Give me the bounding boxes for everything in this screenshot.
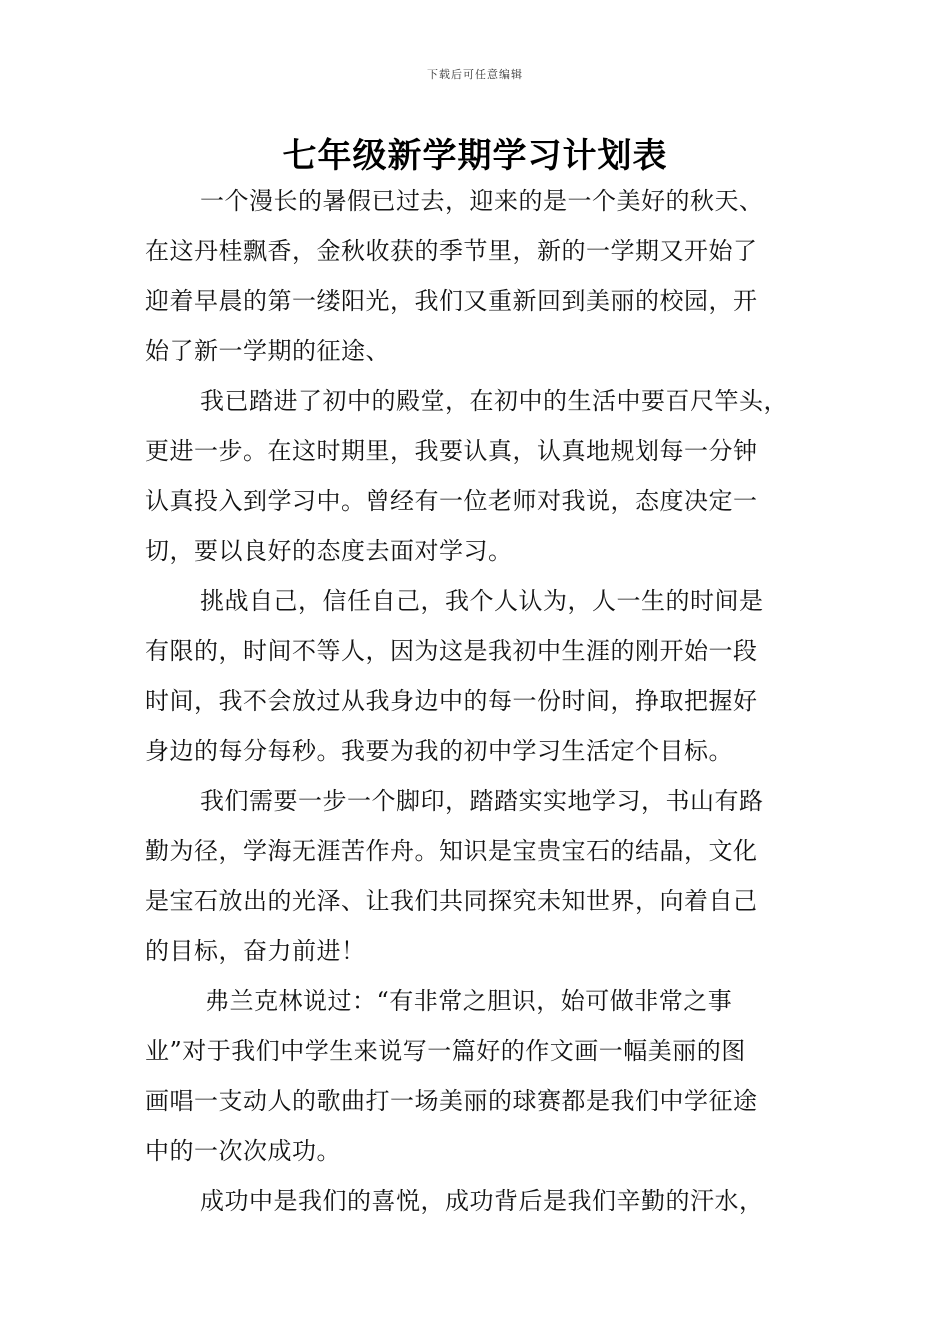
text-line: 一个漫长的暑假已过去，迎来的是一个美好的秋天、 xyxy=(200,187,764,215)
paragraph-6 xyxy=(145,1176,825,1226)
text-line: 在这丹桂飘香，金秋收获的季节里，新的一学期又开始了 xyxy=(145,237,758,265)
text-line: 弗兰克林说过：“有非常之胆识，始可做非常之事 xyxy=(205,987,733,1015)
paragraph-4 xyxy=(145,776,825,976)
text-line: 业”对于我们中学生来说写一篇好的作文画一幅美丽的图 xyxy=(145,1037,746,1065)
header-note: 下载后可任意编辑 xyxy=(427,68,523,81)
paragraph-2 xyxy=(145,376,825,576)
paragraph-5 xyxy=(145,976,825,1176)
paragraph-1 xyxy=(145,176,825,376)
text-line: 成功中是我们的喜悦，成功背后是我们辛勤的汗水， xyxy=(200,1187,764,1215)
text-line: 认真投入到学习中。曾经有一位老师对我说，态度决定一 xyxy=(145,487,758,515)
text-line: 切，要以良好的态度去面对学习。 xyxy=(145,537,513,565)
text-line: 有限的，时间不等人，因为这是我初中生涯的刚开始一段 xyxy=(145,637,758,665)
text-line: 中的一次次成功。 xyxy=(145,1137,341,1165)
paragraph-3 xyxy=(145,576,825,776)
text-line: 时间，我不会放过从我身边中的每一份时间，挣取把握好 xyxy=(145,687,758,715)
text-line: 是宝石放出的光泽、让我们共同探究未知世界，向着自己 xyxy=(145,887,758,915)
text-line: 的目标，奋力前进！ xyxy=(145,937,366,965)
text-line: 勤为径，学海无涯苦作舟。知识是宝贵宝石的结晶，文化 xyxy=(145,837,758,865)
document-title: 七年级新学期学习计划表 xyxy=(282,136,668,176)
text-line: 画唱一支动人的歌曲打一场美丽的球赛都是我们中学征途 xyxy=(145,1087,758,1115)
text-line: 我已踏进了初中的殿堂，在初中的生活中要百尺竿头， xyxy=(200,387,788,415)
text-line: 我们需要一步一个脚印，踏踏实实地学习，书山有路 xyxy=(200,787,764,815)
text-line: 更进一步。在这时期里，我要认真，认真地规划每一分钟 xyxy=(145,437,758,465)
text-line: 始了新一学期的征途、 xyxy=(145,337,390,365)
text-line: 身边的每分每秒。我要为我的初中学习生活定个目标。 xyxy=(145,737,733,765)
text-line: 挑战自己，信任自己，我个人认为，人一生的时间是 xyxy=(200,587,764,615)
text-line: 迎着早晨的第一缕阳光，我们又重新回到美丽的校园，开 xyxy=(145,287,758,315)
document-body xyxy=(145,176,825,1226)
